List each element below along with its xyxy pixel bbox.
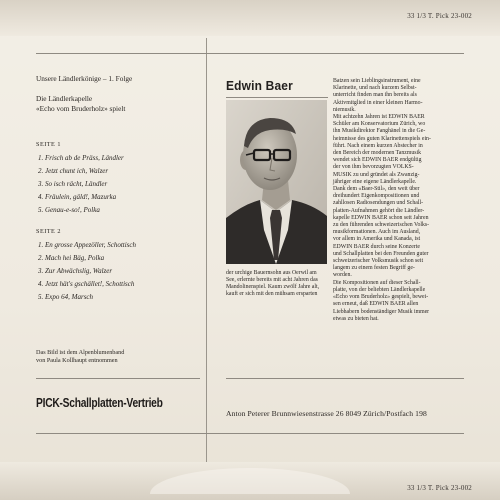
- bio-line: Die Kompositionen auf dieser Schall-: [333, 279, 421, 286]
- bio-line: ihn Musikdirektor Fanghänel in die Ge-: [333, 128, 426, 135]
- bio-line: etwas zu bieten hat.: [333, 315, 379, 322]
- caption-line: See, erlernte bereits mit acht Jahren das: [226, 277, 318, 283]
- bio-line: platte, von der beliebten Ländlerkapelle: [333, 286, 426, 293]
- bio-line: und Schallplatten bei den Freunden guter: [333, 250, 429, 257]
- bio-line: heimnisse des guten Klarinettenspiels ein-: [333, 135, 431, 142]
- bio-line: «Echo vom Bruderholz» gespielt, bewei-: [333, 294, 429, 301]
- side1-track: 1. Frisch ab de Präss, Ländler: [38, 154, 124, 162]
- bio-line: zu den führenden schweizerischen Volks-: [333, 222, 430, 229]
- right-footer-rule: [226, 378, 464, 379]
- bio-line: Dank dem «Baer-Stil», den weit über: [333, 186, 420, 193]
- caption-line: Mandolinenspiel. Kaum zwölf Jahre alt,: [226, 284, 320, 290]
- band-line-2: «Echo vom Bruderholz» spielt: [36, 104, 126, 113]
- bio-line: der von ihm bevorzugten VOLKS-: [333, 164, 414, 171]
- bio-line: dreihundert Eigenkompositionen und: [333, 193, 420, 200]
- publisher-name: PICK-Schallplatten-Vertrieb: [36, 396, 163, 410]
- portrait-caption: [226, 270, 330, 298]
- side2-track: 1. En grosse Appezöller, Schottisch: [38, 241, 136, 249]
- bio-line: unterricht finden man ihn bereits als: [333, 92, 417, 99]
- bio-line: Liebhabern bodenständiger Musik immer: [333, 308, 430, 315]
- side1-label: SEITE 1: [36, 141, 61, 148]
- header-rule: [36, 53, 464, 54]
- footer-bottom-rule: [36, 433, 464, 434]
- bio-line: MUSIK zu und gründet als Zwanzig-: [333, 171, 420, 178]
- bio-line: sen erneut, daß EDWIN BAER allen: [333, 301, 419, 308]
- bio-line: musikformationen. Auch im Ausland,: [333, 229, 421, 236]
- side1-track: 5. Genau-e-so!, Polka: [38, 206, 100, 214]
- bio-line: Aktivmitglied in einer kleinen Harmo-: [333, 99, 423, 106]
- bio-line: niemusik.: [333, 106, 356, 113]
- side2-label: SEITE 2: [36, 228, 61, 235]
- bio-line: Schüler am Konservatorium Zürich, wo: [333, 121, 426, 128]
- side1-track: 2. Jetzt chunt ich, Walzer: [38, 167, 109, 175]
- bio-line: führt. Nach einem kurzen Abstecher in: [333, 142, 423, 149]
- series-title: Unsere Ländlerkönige – 1. Folge: [36, 74, 133, 83]
- bio-line: Klarinette, und nach kurzem Selbst-: [333, 85, 417, 92]
- bio-line: jähriger eine eigene Ländlerkapelle.: [333, 178, 417, 185]
- bio-line: schweizerischer Volksmusik schon seit: [333, 258, 424, 265]
- bio-line: Mit achtzehn Jahren ist EDWIN BAER: [333, 114, 425, 121]
- column-divider: [206, 38, 207, 462]
- caption-line: der urchige Bauernsohn aus Oerwil am: [226, 270, 317, 276]
- photo-credit-line: von Paula Kollhaupt entnommen: [36, 357, 118, 364]
- artist-biography: [333, 78, 457, 323]
- bio-line: Batzen sein Lieblingsinstrument, eine: [333, 78, 421, 84]
- band-line-1: Die Ländlerkapelle: [36, 94, 93, 103]
- bio-line: zahllosen Radiosendungen und Schall-: [333, 200, 423, 207]
- catalog-number-bottom: 33 1/3 T. Pick 23-002: [407, 484, 472, 492]
- bio-line: den Bereich der modernen Tanzmusik: [333, 150, 422, 157]
- artist-rule: [226, 97, 328, 98]
- artist-portrait-photo: [226, 100, 327, 264]
- portrait-illustration: [226, 100, 327, 264]
- bio-line: worden.: [333, 272, 352, 279]
- distributor-address: Anton Peterer Brunnwiesenstrasse 26 8049 Zürich/Postfach 198: [226, 409, 427, 418]
- bio-line: vor allem in Amerika und Kanada, ist: [333, 236, 421, 243]
- side2-track: 2. Mach hei Bäg, Polka: [38, 254, 105, 262]
- side1-track: 3. So isch rächt, Ländler: [38, 180, 108, 188]
- side1-track: 4. Fräulein, gäld!, Mazurka: [38, 193, 117, 201]
- bio-line: EDWIN BAER durch seine Konzerte: [333, 243, 420, 250]
- bio-line: langem zu einem festen Begriff ge-: [333, 265, 415, 272]
- bio-line: wendet sich EDWIN BAER endgültig: [333, 157, 422, 164]
- side2-track: 3. Zur Abwächslig, Walzer: [38, 267, 113, 275]
- catalog-number-top: 33 1/3 T. Pick 23-002: [407, 12, 472, 20]
- left-footer-rule: [36, 378, 200, 379]
- bio-line: kapelle EDWIN BAER schon seit Jahren: [333, 214, 429, 221]
- artist-name: Edwin Baer: [226, 78, 293, 93]
- side2-track: 5. Expo 64, Marsch: [38, 293, 94, 301]
- side2-track: 4. Jetzt hät's gschället!, Schottisch: [38, 280, 135, 288]
- photo-credit-line: Das Bild ist dem Alpenblumenband: [36, 349, 125, 356]
- caption-line: kauft er sich mit den mühsam ersparten: [226, 291, 318, 297]
- bio-line: platten-Aufnahmen gehört die Ländler-: [333, 207, 425, 214]
